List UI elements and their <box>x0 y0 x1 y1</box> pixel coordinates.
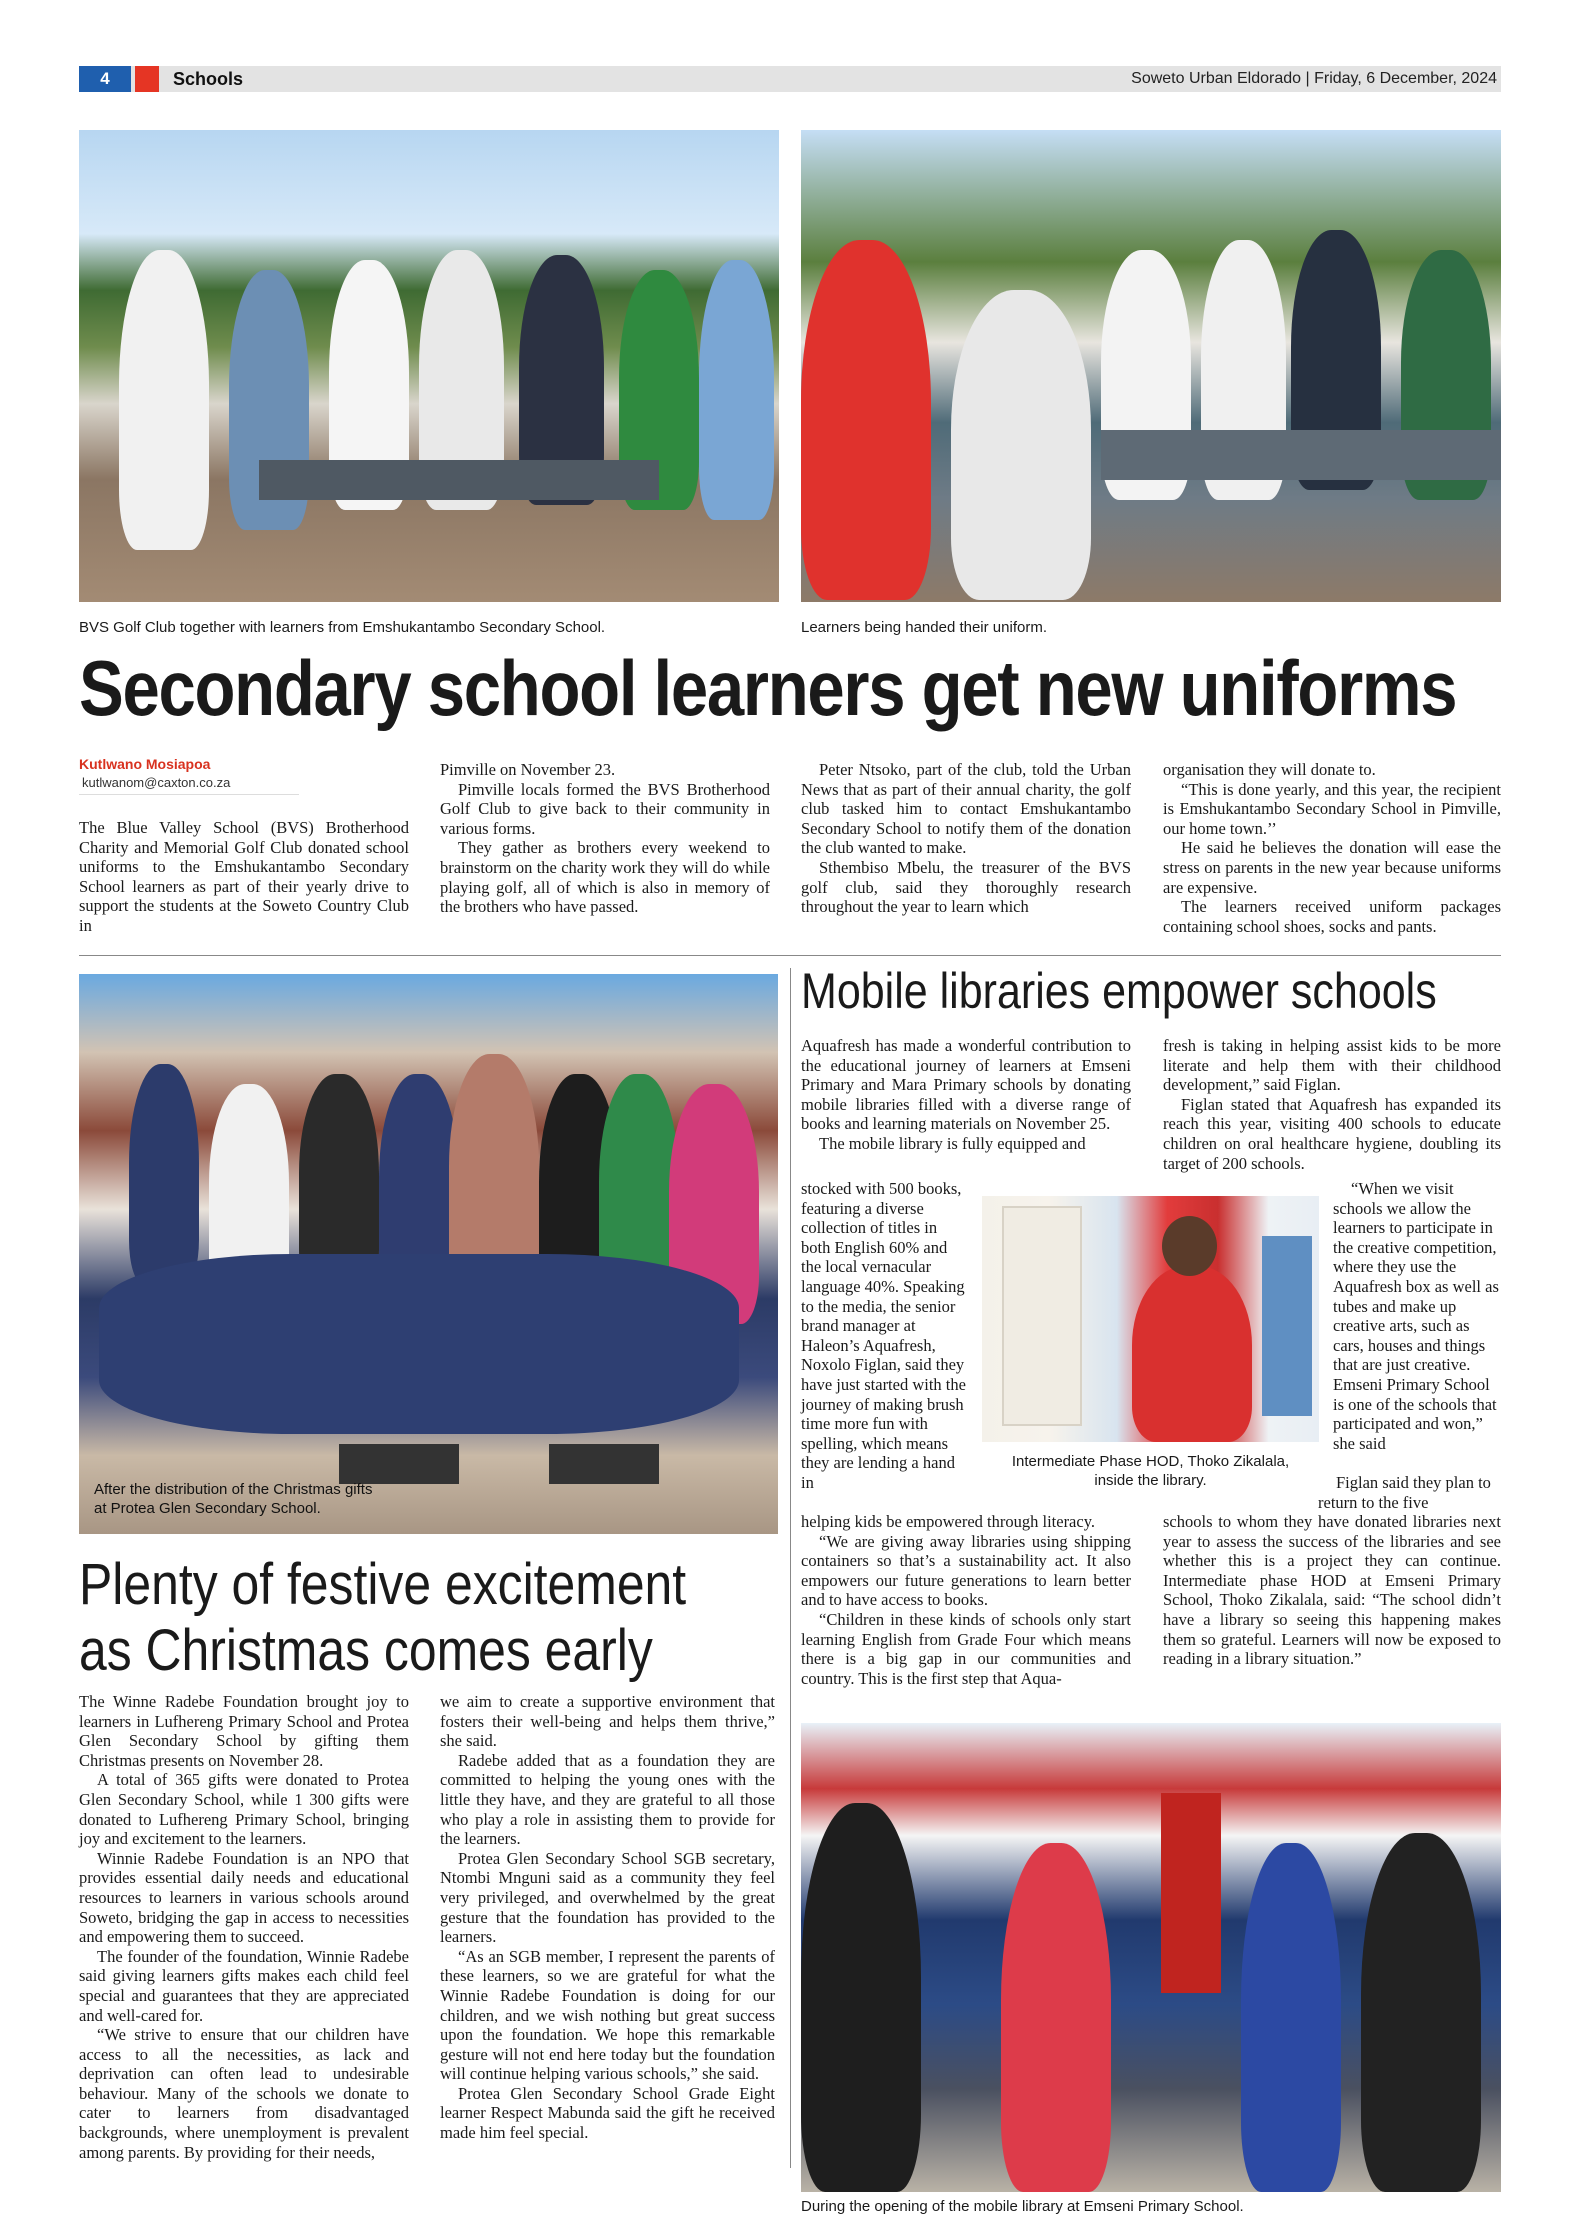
paragraph: The learners received uniform packages containing school shoes, socks and pants. <box>1163 897 1501 936</box>
paragraph: helping kids be empowered through literacy. <box>801 1512 1096 1531</box>
paragraph: organisation they will donate to. <box>1163 760 1376 779</box>
paragraph: “As an SGB member, I represent the parents of these learners, so we are grateful for what the Winnie Radebe Foundation is doing for our children, and we wish nothing but great success upon the foundation. We hope this remarkable gesture will not end here today but the foundation will continue helping various schools,” she said. <box>440 1946 775 2084</box>
story3-column-2-narrow <box>1333 1179 1501 1453</box>
paragraph: Winnie Radebe Foundation is an NPO that provides essential daily needs and educational resources to learners in various schools around Soweto, bridging the gap in access to necessities and empowering them to succeed. <box>79 1848 409 1947</box>
paragraph: The mobile library is fully equipped and <box>819 1133 1086 1153</box>
paragraph: Radebe added that as a foundation they are committed to helping the young ones with the little they have, and they are grateful to all those who play a role in assisting them to provide for the learners. <box>440 1750 775 1849</box>
byline-email[interactable]: kutlwanom@caxton.co.za <box>82 775 231 790</box>
paragraph: Aquafresh has made a wonderful contribution to the educational journey of learners at Emseni Primary and Mara Primary schools by donating mobile libraries filled with a diverse range of books and learning materials on November 25. <box>801 1036 1131 1134</box>
christmas-photo-caption <box>94 1480 372 1518</box>
paragraph: schools to whom they have donated libraries next year to assess the success of the libraries and see whether this is a project they can continue. Intermediate phase HOD at Emseni Primary School, Thoko Zikalala, said: “The school didn’t have a library so seeing this happening makes them so grateful. Learners will now be exposed to reading in a library situation.” <box>1163 1512 1501 1669</box>
paragraph: Protea Glen Secondary School SGB secretary, Ntombi Mnguni said as a community they feel very privileged, and overwhelmed by the great gesture that the foundation has provided to the learners. <box>440 1848 775 1947</box>
inset-photo-caption <box>982 1452 1319 1490</box>
photo-library-hod <box>982 1196 1319 1442</box>
story1-column-3 <box>801 760 1131 917</box>
section-divider <box>79 955 1501 956</box>
story3-column-2-narrow-2 <box>1318 1473 1501 1512</box>
paragraph: Sthembiso Mbelu, the treasurer of the BVS golf club, said they thoroughly research throughout the year to learn which <box>801 857 1131 917</box>
paragraph: A total of 365 gifts were donated to Protea Glen Secondary School, while 1 300 gifts were donated to Lufhereng Primary School, bringing joy and excitement to the learners. <box>79 1770 409 1849</box>
paragraph: The Blue Valley School (BVS) Brotherhood Charity and Memorial Golf Club donated school uniforms to the Emshukantambo Secondary School learners as part of their yearly drive to support the students at the Soweto Country Club in <box>79 818 409 935</box>
byline-name: Kutlwano Mosiapoa <box>79 756 211 772</box>
caption-line: Intermediate Phase HOD, Thoko Zikalala, <box>1011 1453 1290 1470</box>
photo-uniform-handover <box>801 130 1501 602</box>
masthead: Soweto Urban Eldorado | Friday, 6 December, 2024 <box>1131 70 1497 87</box>
headline-line: Plenty of festive excitement <box>79 1552 687 1617</box>
photo-caption-right: Learners being handed their uniform. <box>801 619 1047 636</box>
paragraph: Pimville on November 23. <box>440 760 616 779</box>
story3-column-1-narrow <box>801 1179 967 1493</box>
photo-christmas-gifts <box>79 974 778 1534</box>
main-headline: Secondary school learners get new uniforms <box>79 644 1457 732</box>
paragraph: “We are giving away libraries using shipping containers so that’s a sustainability act. It also empowers our future generations to learn better and to have access to books. <box>801 1531 1131 1610</box>
library-opening-caption: During the opening of the mobile library at Emseni Primary School. <box>801 2198 1244 2215</box>
paragraph: “This is done yearly, and this year, the recipient is Emshukantambo Secondary School in Pimville, our home town.’’ <box>1163 779 1501 838</box>
headline-line: as Christmas comes early <box>79 1618 653 1683</box>
paragraph: Figlan said they plan to return to the five <box>1318 1473 1491 1512</box>
paragraph: The Winne Radebe Foundation brought joy to learners in Lufhereng Primary School and Protea Glen Secondary School by gifting them Christmas presents on November 28. <box>79 1692 409 1770</box>
paragraph: stocked with 500 books, featuring a diverse collection of titles in both English 60% and the local vernacular language 40%. Speaking to the media, the senior brand manager at Haleon’s Aquafresh, Noxolo Figlan, said they have just started with the journey of making brush time more fun with spelling, which means they are lending a hand in <box>801 1179 966 1492</box>
caption-line: After the distribution of the Christmas gifts <box>94 1481 373 1498</box>
column-divider <box>790 968 791 2168</box>
paragraph: They gather as brothers every weekend to brainstorm on the charity work they will do while playing golf, all of which is also in memory of the brothers who have passed. <box>440 838 770 917</box>
paragraph: He said he believes the donation will ease the stress on parents in the new year because uniforms are expensive. <box>1163 838 1501 897</box>
paragraph: “When we visit schools we allow the learners to participate in the creative competition, where they use the Aquafresh box as well as tubes and make up creative arts, such as cars, houses and things that are just creative. Emseni Primary School is one of the schools that participated and won,” she said <box>1333 1179 1499 1453</box>
page-number: 4 <box>79 66 131 92</box>
byline-rule <box>79 794 299 795</box>
paragraph: “Children in these kinds of schools only start learning English from Grade Four which means there is a big gap in our communities and country. This is the first step that Aqua- <box>801 1609 1131 1688</box>
paragraph: Protea Glen Secondary School Grade Eight learner Respect Mabunda said the gift he received made him feel special. <box>440 2083 775 2143</box>
paragraph: we aim to create a supportive environment that fosters their well-being and helps them thrive,” she said. <box>440 1692 775 1751</box>
paragraph: Figlan stated that Aquafresh has expanded its reach this year, visiting 400 schools to educate children on oral healthcare hygiene, doubling its target of 200 schools. <box>1163 1094 1501 1173</box>
mobile-libraries-headline: Mobile libraries empower schools <box>801 963 1437 1019</box>
story3-column-2-bottom <box>1163 1512 1501 1669</box>
story3-column-2-top <box>1163 1036 1501 1173</box>
story3-column-1-bottom <box>801 1512 1131 1688</box>
story1-column-4 <box>1163 760 1501 936</box>
paragraph: Pimville locals formed the BVS Brotherhood Golf Club to give back to their community in various forms. <box>440 779 770 838</box>
story2-column-2 <box>440 1692 775 2143</box>
story1-column-2 <box>440 760 770 917</box>
paragraph: fresh is taking in helping assist kids to be more literate and help them with their childhood development,” said Figlan. <box>1163 1036 1501 1095</box>
paragraph: The founder of the foundation, Winnie Radebe said giving learners gifts makes each child feel special and guarantees that they are appreciated and well-cared for. <box>79 1946 409 2025</box>
story2-column-1 <box>79 1692 409 2162</box>
caption-line: at Protea Glen Secondary School. <box>94 1500 321 1517</box>
section-marker <box>135 66 159 92</box>
photo-golf-club-group <box>79 130 779 602</box>
christmas-headline <box>79 1552 686 1684</box>
paragraph: “We strive to ensure that our children have access to all the necessities, as lack and deprivation can often lead to undesirable behaviour. Many of the schools we donate to cater to learners from disadvantaged backgrounds, where unemployment is prevalent among parents. By providing for their needs, <box>79 2025 409 2162</box>
photo-caption-left: BVS Golf Club together with learners from Emshukantambo Secondary School. <box>79 619 606 636</box>
photo-library-opening <box>801 1723 1501 2192</box>
story3-column-1-top <box>801 1036 1131 1154</box>
story1-column-1 <box>79 818 409 936</box>
caption-line: inside the library. <box>1094 1472 1207 1489</box>
section-label: Schools <box>173 69 244 89</box>
paragraph: Peter Ntsoko, part of the club, told the Urban News that as part of their annual charity, the golf club tasked him to contact Emshukantambo Secondary School to notify them of the donation the club wanted to make. <box>801 760 1131 858</box>
